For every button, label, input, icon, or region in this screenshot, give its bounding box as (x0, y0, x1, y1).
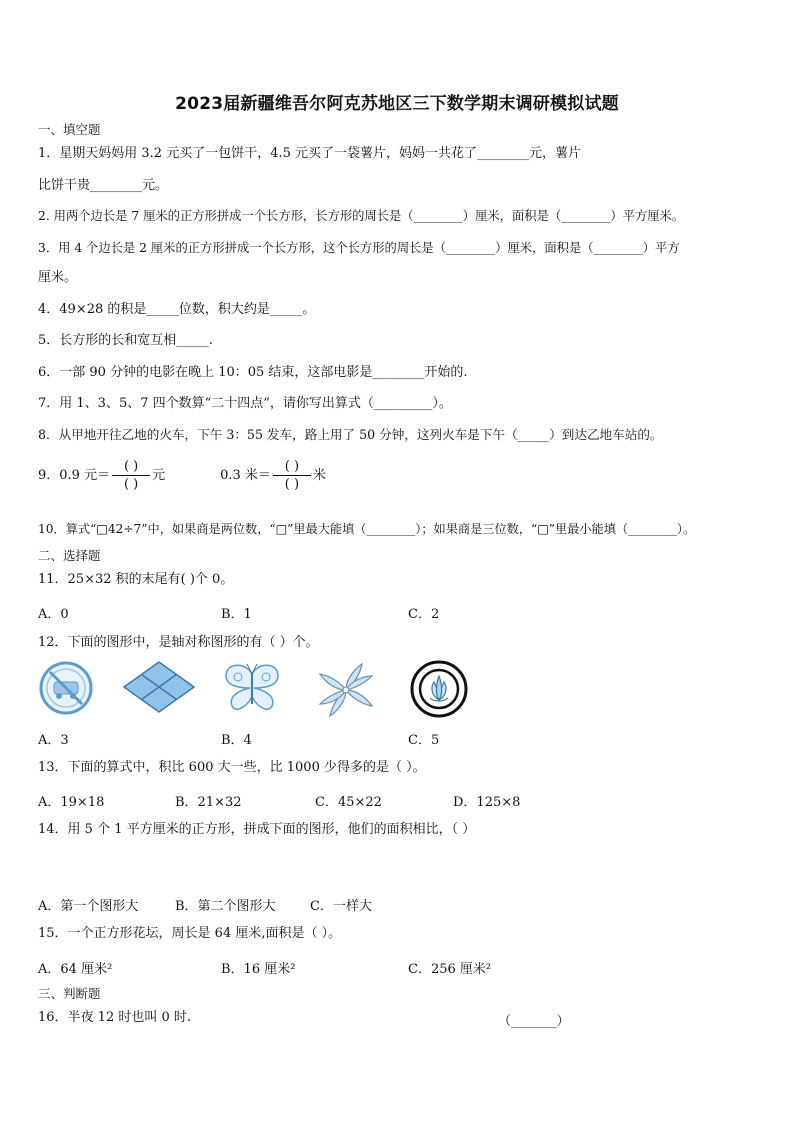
q15-option-a: A．64 厘米² (38, 962, 113, 977)
fraction-yuan-denominator: ( ) (123, 477, 139, 492)
fraction-meter (273, 458, 311, 493)
section-heading-fill-in: 一、填空题 (38, 122, 101, 137)
question-16: 16．半夜 12 时也叫 0 时. (38, 1010, 192, 1025)
question-15: 15．一个正方形花坛，周长是 64 厘米,面积是（ ）。 (38, 926, 342, 941)
fraction-yuan (112, 458, 150, 493)
butterfly-icon (222, 660, 282, 716)
rhombus-tiles-icon (122, 660, 196, 714)
question-6: 6．一部 90 分钟的电影在晚上 10：05 结束，这部电影是________开始的. (38, 365, 468, 380)
q11-option-a: A．0 (38, 607, 69, 622)
q15-option-b: B．16 厘米² (221, 962, 296, 977)
fraction-meter-numerator: ( ) (284, 459, 300, 474)
question-5: 5．长方形的长和宽互相_____. (38, 333, 213, 348)
question-1-line-2: 比饼干贵________元。 (38, 178, 169, 193)
q14-option-a: A．第一个图形大 (38, 899, 139, 914)
question-3-line-1: 3．用 4 个边长是 2 厘米的正方形拼成一个长方形，这个长方形的周长是（________）厘米，面积是（________）平方 (38, 241, 680, 255)
q13-option-a: A．19×18 (38, 795, 105, 810)
section-heading-judgment: 三、判断题 (38, 986, 101, 1001)
question-13: 13．下面的算式中，积比 600 大一些，比 1000 少得多的是（ ）。 (38, 760, 426, 775)
question-3-line-2: 厘米。 (38, 270, 78, 285)
question-4: 4．49×28 的积是_____位数，积大约是_____。 (38, 302, 316, 317)
question-9-prefix: 9．0.9 元＝ (38, 468, 111, 483)
no-parking-sign-icon (38, 660, 94, 716)
unit-meter: 米 (312, 468, 326, 483)
q12-option-b: B．4 (221, 733, 252, 748)
question-2: 2. 用两个边长是 7 厘米的正方形拼成一个长方形，长方形的周长是（________）厘米，面积是（________）平方厘米。 (38, 209, 685, 223)
question-11: 11．25×32 积的末尾有( )个 0。 (38, 572, 234, 587)
q13-option-d: D．125×8 (453, 795, 521, 810)
q16-answer-blank: （_______） (498, 1014, 570, 1029)
q12-option-c: C．5 (408, 733, 440, 748)
fraction-yuan-numerator: ( ) (123, 459, 139, 474)
question-9-prefix-2: 0.3 米＝ (220, 468, 271, 483)
q11-option-b: B．1 (221, 607, 252, 622)
leaf-circle-emblem-icon (410, 660, 468, 718)
section-heading-choice: 二、选择题 (38, 548, 101, 563)
fraction-meter-denominator: ( ) (284, 477, 300, 492)
pinwheel-flower-icon (316, 660, 376, 720)
q11-option-c: C．2 (408, 607, 440, 622)
question-8: 8．从甲地开往乙地的火车，下午 3：55 发车，路上用了 50 分钟，这列火车是下午（_____）到达乙地车站的。 (38, 427, 663, 442)
question-7: 7．用 1、3、5、7 四个数算“二十四点”，请你写出算式（_________）。 (38, 396, 452, 411)
question-10: 10．算式“□42÷7”中，如果商是两位数，“□”里最大能填（________）；如果商是三位数，“□”里最小能填（________）。 (38, 522, 696, 536)
q13-option-b: B．21×32 (175, 795, 242, 810)
q14-option-b: B．第二个图形大 (175, 899, 276, 914)
question-12: 12．下面的图形中，是轴对称图形的有（ ）个。 (38, 635, 319, 650)
question-14: 14．用 5 个 1 平方厘米的正方形，拼成下面的图形，他们的面积相比，（ ） (38, 822, 476, 837)
q12-option-a: A．3 (38, 733, 69, 748)
unit-yuan: 元 (152, 468, 166, 483)
page-title: 2023届新疆维吾尔阿克苏地区三下数学期末调研模拟试题 (175, 94, 619, 114)
question-9 (38, 458, 326, 493)
q13-option-c: C．45×22 (315, 795, 382, 810)
q15-option-c: C．256 厘米² (408, 962, 492, 977)
q14-option-c: C．一样大 (310, 899, 372, 914)
question-1-line-1: 1．星期天妈妈用 3.2 元买了一包饼干，4.5 元买了一袋薯片，妈妈一共花了________元，薯片 (38, 146, 582, 161)
